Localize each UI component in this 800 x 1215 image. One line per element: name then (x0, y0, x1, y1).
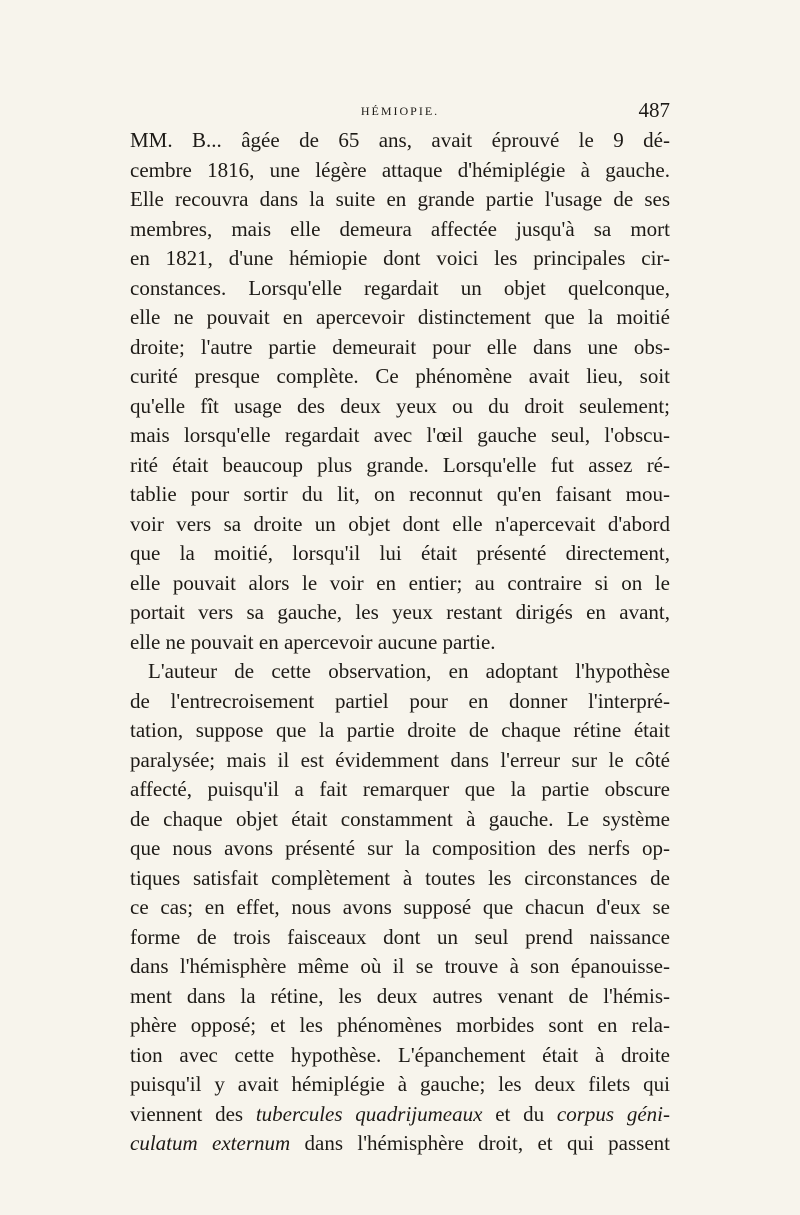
text-line: portait vers sa gauche, les yeux restant dirigés en avant, (130, 600, 670, 624)
text-line: de chaque objet était constamment à gauche. Le système (130, 806, 670, 831)
text-line: que la moitié, lorsqu'il lui était présenté directement, (130, 541, 670, 565)
text-line: phère opposé; et les phénomènes morbides sont en rela- (130, 1013, 670, 1037)
text-line: ment dans la rétine, les deux autres venant de l'hémis- (130, 983, 670, 1008)
text-line: constances. Lorsqu'elle regardait un objet quelconque, (130, 275, 670, 300)
text-line: tation, suppose que la partie droite de chaque rétine était (130, 718, 670, 742)
text-line: L'auteur de cette observation, en adoptant l'hypothèse (148, 659, 670, 683)
running-head (130, 98, 670, 122)
text-line: tablie pour sortir du lit, on reconnut qu'en faisant mou- (130, 482, 670, 506)
text-line: qu'elle fît usage des deux yeux ou du droit seulement; (130, 393, 670, 418)
text-line: tion avec cette hypothèse. L'épanchement était à droite (130, 1042, 670, 1067)
text-line: forme de trois faisceaux dont un seul prend naissance (130, 924, 670, 949)
text-line: affecté, puisqu'il a fait remarquer que la partie obscure (130, 777, 670, 801)
page-number: 487 (638, 98, 670, 122)
text-line: droite; l'autre partie demeurait pour elle dans une obs- (130, 334, 670, 359)
italic-term: corpus géni- (556, 1101, 670, 1126)
text-line: elle ne pouvait en apercevoir aucune partie. (130, 629, 496, 654)
text-line: Elle recouvra dans la suite en grande partie l'usage de ses (130, 187, 670, 211)
running-title: HÉMIOPIE. (360, 104, 440, 118)
text-fragment: et du (482, 1101, 557, 1126)
text-line: voir vers sa droite un objet dont elle n'apercevait d'abord (130, 511, 670, 536)
body-text (130, 126, 670, 1159)
text-line: paralysée; mais il est évidemment dans l'erreur sur le côté (130, 747, 670, 772)
text-line (130, 1100, 670, 1130)
text-line: dans l'hémisphère même où il se trouve à son épanouisse- (130, 954, 670, 978)
text-line: cembre 1816, une légère attaque d'hémiplégie à gauche. (130, 157, 670, 182)
italic-term: culatum externum (130, 1131, 291, 1155)
italic-term: tubercules quadrijumeaux (255, 1101, 483, 1126)
text-fragment: viennent des (130, 1101, 256, 1126)
text-fragment: dans l'hémisphère droit, et qui passent (290, 1131, 670, 1155)
text-line: elle ne pouvait en apercevoir distinctement que la moitié (130, 305, 670, 329)
text-line: que nous avons présenté sur la composition des nerfs op- (130, 836, 670, 860)
text-line: MM. B... âgée de 65 ans, avait éprouvé le 9 dé- (130, 128, 670, 152)
text-line: membres, mais elle demeura affectée jusqu'à sa mort (130, 216, 670, 241)
text-line: rité était beaucoup plus grande. Lorsqu'elle fut assez ré- (130, 452, 670, 477)
text-line: elle pouvait alors le voir en entier; au contraire si on le (130, 570, 670, 595)
text-line (130, 1129, 670, 1159)
text-line: de l'entrecroisement partiel pour en donner l'interpré- (130, 688, 670, 713)
text-line: en 1821, d'une hémiopie dont voici les principales cir- (130, 246, 670, 270)
text-line: tiques satisfait complètement à toutes les circonstances de (130, 865, 670, 890)
text-line: ce cas; en effet, nous avons supposé que chacun d'eux se (130, 895, 670, 919)
text-line: curité presque complète. Ce phénomène avait lieu, soit (130, 364, 670, 388)
text-line: mais lorsqu'elle regardait avec l'œil gauche seul, l'obscu- (130, 423, 670, 447)
text-line: puisqu'il y avait hémiplégie à gauche; les deux filets qui (130, 1072, 670, 1096)
